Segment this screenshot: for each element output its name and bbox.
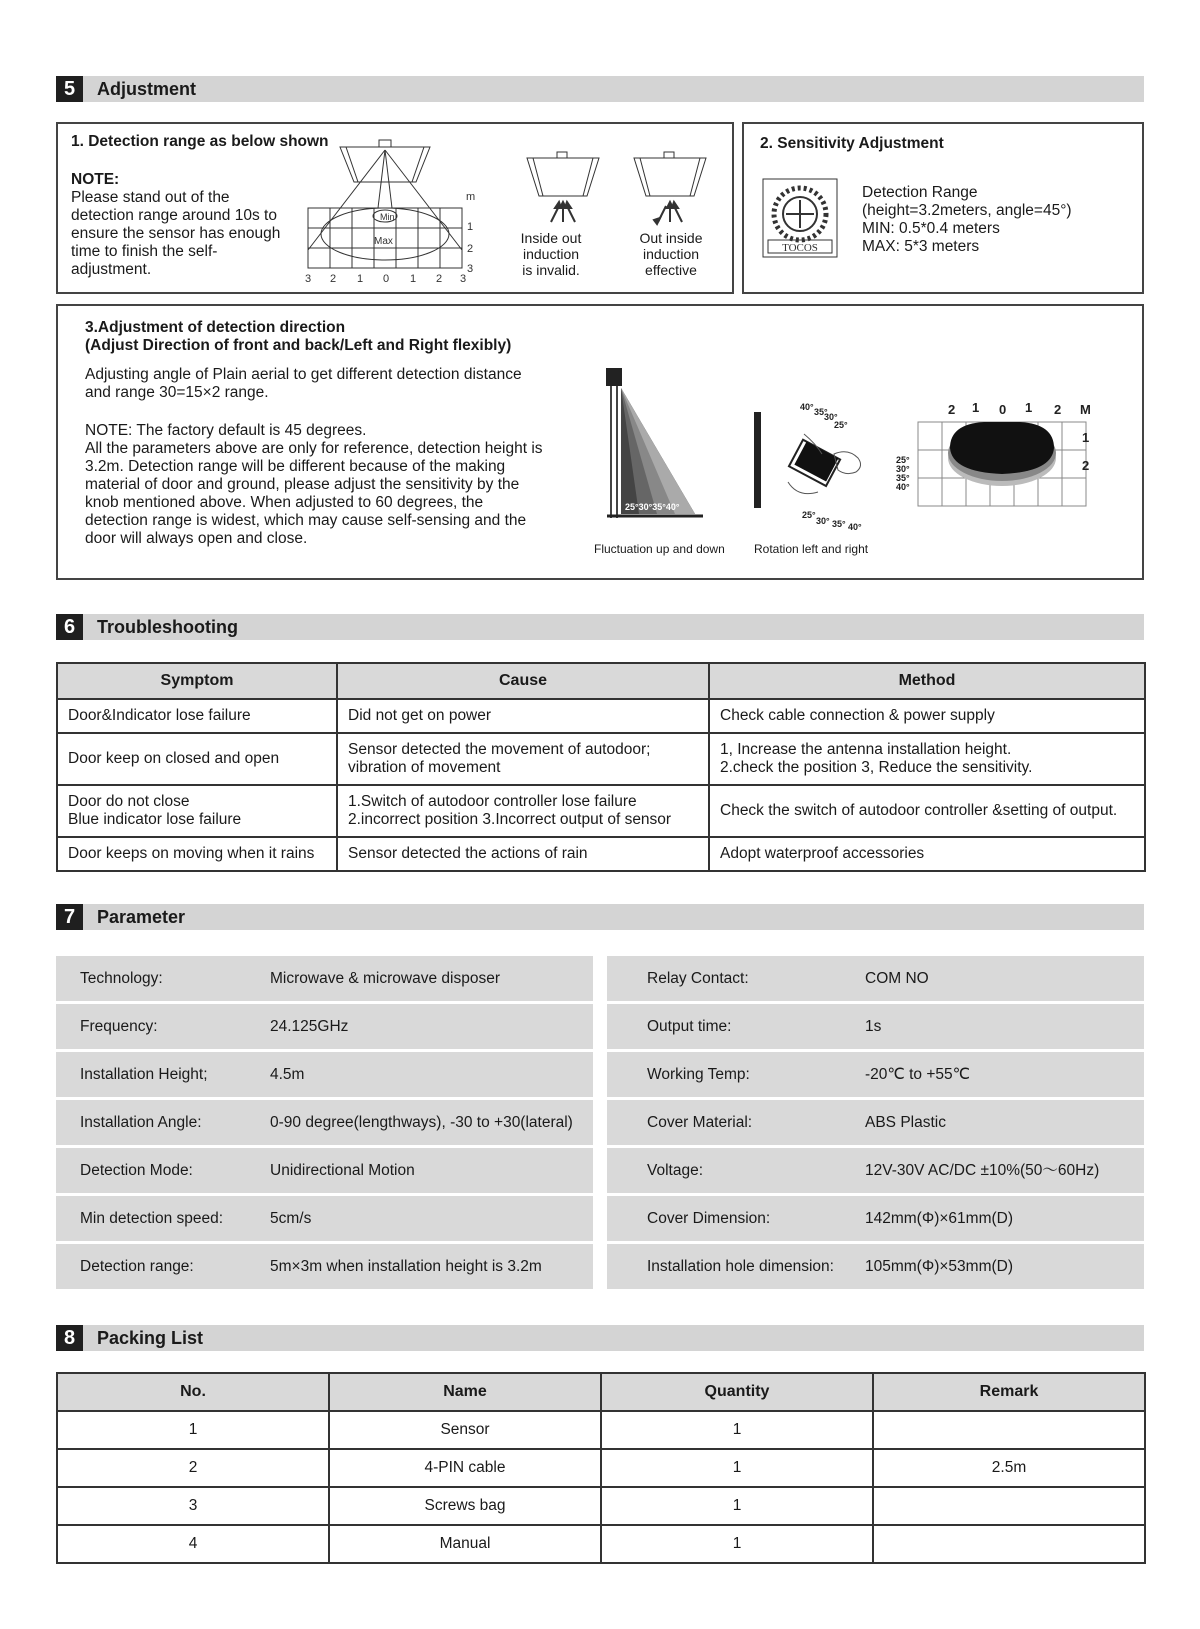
detection-range-box — [56, 122, 734, 294]
sensitivity-knob-icon — [762, 178, 838, 258]
parameter-label: Installation Angle: — [80, 1114, 202, 1131]
fig3-x-tick: 2 — [1054, 402, 1062, 417]
parameter-value: Unidirectional Motion — [270, 1162, 415, 1179]
rotation-diagram — [738, 398, 888, 538]
rotation-caption: Rotation left and right — [754, 542, 869, 556]
parameter-value: 5m×3m when installation height is 3.2m — [270, 1258, 542, 1275]
parameter-value: 5cm/s — [270, 1210, 312, 1227]
section-number: 6 — [56, 614, 83, 640]
parameter-row — [607, 956, 1144, 1001]
knob-brand: TOCOS — [782, 242, 818, 254]
parameter-row — [56, 1148, 593, 1193]
fig3-angles: 25° 30° 35° 40° — [896, 455, 910, 492]
column-header: Name — [329, 1373, 601, 1411]
table-cell: Check the switch of autodoor controller &setting of output. — [709, 785, 1145, 837]
fig2-angle: 40° — [800, 402, 814, 412]
table-cell — [873, 1411, 1145, 1449]
parameter-label: Voltage: — [647, 1162, 704, 1179]
fig3-unit: M — [1080, 402, 1091, 417]
parameter-value: 24.125GHz — [270, 1018, 349, 1035]
grid-x-tick: 2 — [436, 273, 443, 285]
range-grid-diagram — [894, 398, 1094, 518]
grid-y-tick: 2 — [467, 243, 474, 255]
note-text: Please stand out of the detection range around 10s to ensure the sensor has enough time to finish the self- adjustment. — [71, 189, 281, 278]
parameter-value: 142mm(Φ)×61mm(D) — [865, 1210, 1014, 1227]
fig2-angle: 40° — [848, 522, 862, 532]
fig3-y-tick: 1 — [1082, 430, 1090, 445]
parameter-label: Cover Dimension: — [647, 1210, 771, 1227]
note-label: NOTE: — [71, 171, 120, 188]
table-cell: Sensor — [329, 1411, 601, 1449]
fig2-angle: 35° — [832, 519, 846, 529]
table-cell: 1.Switch of autodoor controller lose failure 2.incorrect position 3.Incorrect output of sensor — [337, 785, 709, 837]
parameter-value: 12V-30V AC/DC ±10%(50～60Hz) — [865, 1162, 1100, 1179]
table-header-row — [57, 1373, 1145, 1411]
parameter-value: 4.5m — [270, 1066, 305, 1083]
section-6-header — [56, 614, 1144, 640]
parameter-row — [607, 1100, 1144, 1145]
column-header: Method — [709, 663, 1145, 699]
fig2-angle: 30° — [816, 516, 830, 526]
table-cell: Door keeps on moving when it rains — [57, 837, 337, 871]
table-cell: Screws bag — [329, 1487, 601, 1525]
table-cell: Sensor detected the actions of rain — [337, 837, 709, 871]
section-7-header — [56, 904, 1144, 930]
parameter-row — [607, 1148, 1144, 1193]
table-cell: 2.5m — [873, 1449, 1145, 1487]
table-row — [57, 1525, 1145, 1563]
grid-x-tick: 0 — [383, 273, 390, 285]
detection-range-diagram — [305, 132, 486, 285]
table-row — [57, 733, 1145, 785]
section-title: Troubleshooting — [97, 617, 238, 637]
section-number: 5 — [56, 76, 83, 102]
parameter-value: Microwave & microwave disposer — [270, 970, 500, 987]
section-title: Parameter — [97, 907, 186, 927]
fig3-x-tick: 1 — [972, 400, 980, 415]
parameter-label: Output time: — [647, 1018, 732, 1035]
table-cell: 4 — [57, 1525, 329, 1563]
parameter-row — [607, 1052, 1144, 1097]
parameter-value: -20℃ to +55℃ — [865, 1066, 971, 1083]
troubleshooting-table — [56, 662, 1146, 872]
grid-unit: m — [466, 191, 476, 203]
fluctuation-caption: Fluctuation up and down — [594, 542, 725, 556]
table-cell: 1 — [601, 1487, 873, 1525]
table-cell — [873, 1525, 1145, 1563]
packing-list-table — [56, 1372, 1146, 1564]
direction-paragraph-2: NOTE: The factory default is 45 degrees. All the parameters above are only for reference, detection height is 3.2m. Detection range will be different because of the making material of door and ground, please adjust the sensitivity by the knob mentioned above. When adjusted to 60 degrees, the detection range is widest, which may cause self-sensing and the door will always open and close. — [85, 422, 543, 547]
table-cell: Did not get on power — [337, 699, 709, 733]
grid-x-tick: 2 — [330, 273, 337, 285]
inside-out-caption: Inside out induction is invalid. — [520, 230, 582, 278]
parameter-label: Frequency: — [80, 1018, 158, 1035]
table-cell: 1 — [57, 1411, 329, 1449]
section-title: Adjustment — [97, 79, 196, 99]
column-header: Symptom — [57, 663, 337, 699]
parameter-row — [56, 956, 593, 1001]
parameter-label: Working Temp: — [647, 1066, 750, 1083]
table-row — [57, 1487, 1145, 1525]
parameter-row — [56, 1244, 593, 1289]
parameter-label: Detection range: — [80, 1258, 194, 1275]
direction-box — [56, 304, 1144, 580]
parameter-label: Installation Height; — [80, 1066, 208, 1083]
parameter-value: 1s — [865, 1018, 882, 1035]
section-5-header — [56, 76, 1144, 102]
table-cell: 1 — [601, 1449, 873, 1487]
table-row — [57, 1449, 1145, 1487]
fig2-angle: 30° — [824, 412, 838, 422]
grid-x-tick: 3 — [305, 273, 312, 285]
fig2-angle: 25° — [834, 420, 848, 430]
table-cell: Sensor detected the movement of autodoor; vibration of movement — [337, 733, 709, 785]
parameter-row — [56, 1052, 593, 1097]
table-cell: 2 — [57, 1449, 329, 1487]
parameter-label: Installation hole dimension: — [647, 1258, 834, 1275]
column-header: Remark — [873, 1373, 1145, 1411]
grid-x-tick: 1 — [357, 273, 364, 285]
parameters-left-panel — [56, 956, 593, 1292]
parameter-row — [607, 1244, 1144, 1289]
table-cell: Check cable connection & power supply — [709, 699, 1145, 733]
table-cell: Adopt waterproof accessories — [709, 837, 1145, 871]
parameter-value: ABS Plastic — [865, 1114, 946, 1131]
table-cell: Door&Indicator lose failure — [57, 699, 337, 733]
fig1-angles: 25°30°35°40° — [625, 502, 680, 512]
direction-paragraph-1: Adjusting angle of Plain aerial to get different detection distance and range 30=15×2 range. — [85, 366, 522, 401]
section-8-header — [56, 1325, 1144, 1351]
fig3-x-tick: 1 — [1025, 400, 1033, 415]
sensitivity-box — [742, 122, 1144, 294]
grid-y-tick: 1 — [467, 221, 474, 233]
grid-x-tick: 3 — [460, 273, 467, 285]
parameter-label: Min detection speed: — [80, 1210, 224, 1227]
grid-y-tick: 3 — [467, 263, 474, 275]
label-min: Min — [380, 212, 395, 222]
parameter-row — [56, 1004, 593, 1049]
table-cell: 1, Increase the antenna installation height. 2.check the position 3, Reduce the sensitivity. — [709, 733, 1145, 785]
table-cell — [873, 1487, 1145, 1525]
table-header-row — [57, 663, 1145, 699]
inside-out-sensor-icon — [521, 150, 605, 230]
label-max: Max — [374, 236, 393, 247]
table-row — [57, 785, 1145, 837]
fig2-angle: 35° — [814, 407, 828, 417]
out-inside-caption: Out inside induction effective — [639, 230, 703, 278]
section-number: 7 — [56, 904, 83, 930]
grid-x-tick: 1 — [410, 273, 417, 285]
column-header: Quantity — [601, 1373, 873, 1411]
fig2-angle: 25° — [802, 510, 816, 520]
table-row — [57, 1411, 1145, 1449]
table-cell: Door do not close Blue indicator lose failure — [57, 785, 337, 837]
table-cell: Door keep on closed and open — [57, 733, 337, 785]
parameter-label: Detection Mode: — [80, 1162, 193, 1179]
fig3-x-tick: 0 — [999, 402, 1007, 417]
direction-title: 3.Adjustment of detection direction — [85, 319, 346, 336]
parameter-label: Cover Material: — [647, 1114, 753, 1131]
parameter-row — [607, 1004, 1144, 1049]
fig3-y-tick: 2 — [1082, 458, 1090, 473]
parameter-label: Relay Contact: — [647, 970, 749, 987]
sensitivity-title: 2. Sensitivity Adjustment — [760, 135, 944, 152]
fluctuation-diagram — [603, 368, 723, 528]
parameter-label: Technology: — [80, 970, 163, 987]
parameter-row — [56, 1100, 593, 1145]
parameter-value: 105mm(Φ)×53mm(D) — [865, 1258, 1014, 1275]
direction-subtitle: (Adjust Direction of front and back/Left and Right flexibly) — [85, 337, 512, 354]
table-cell: Manual — [329, 1525, 601, 1563]
column-header: Cause — [337, 663, 709, 699]
table-cell: 1 — [601, 1525, 873, 1563]
table-row — [57, 837, 1145, 871]
parameter-value: 0-90 degree(lengthways), -30 to +30(lateral) — [270, 1114, 573, 1131]
parameter-row — [56, 1196, 593, 1241]
parameters-right-panel — [607, 956, 1144, 1292]
table-cell: 3 — [57, 1487, 329, 1525]
table-row — [57, 699, 1145, 733]
sensitivity-text: Detection Range (height=3.2meters, angle=45°) MIN: 0.5*0.4 meters MAX: 5*3 meters — [862, 184, 1072, 255]
detection-title: 1. Detection range as below shown — [71, 133, 329, 150]
section-number: 8 — [56, 1325, 83, 1351]
parameter-row — [607, 1196, 1144, 1241]
table-cell: 4-PIN cable — [329, 1449, 601, 1487]
table-cell: 1 — [601, 1411, 873, 1449]
fig3-x-tick: 2 — [948, 402, 956, 417]
parameter-value: COM NO — [865, 970, 929, 987]
column-header: No. — [57, 1373, 329, 1411]
out-inside-sensor-icon — [628, 150, 712, 230]
section-title: Packing List — [97, 1328, 204, 1348]
